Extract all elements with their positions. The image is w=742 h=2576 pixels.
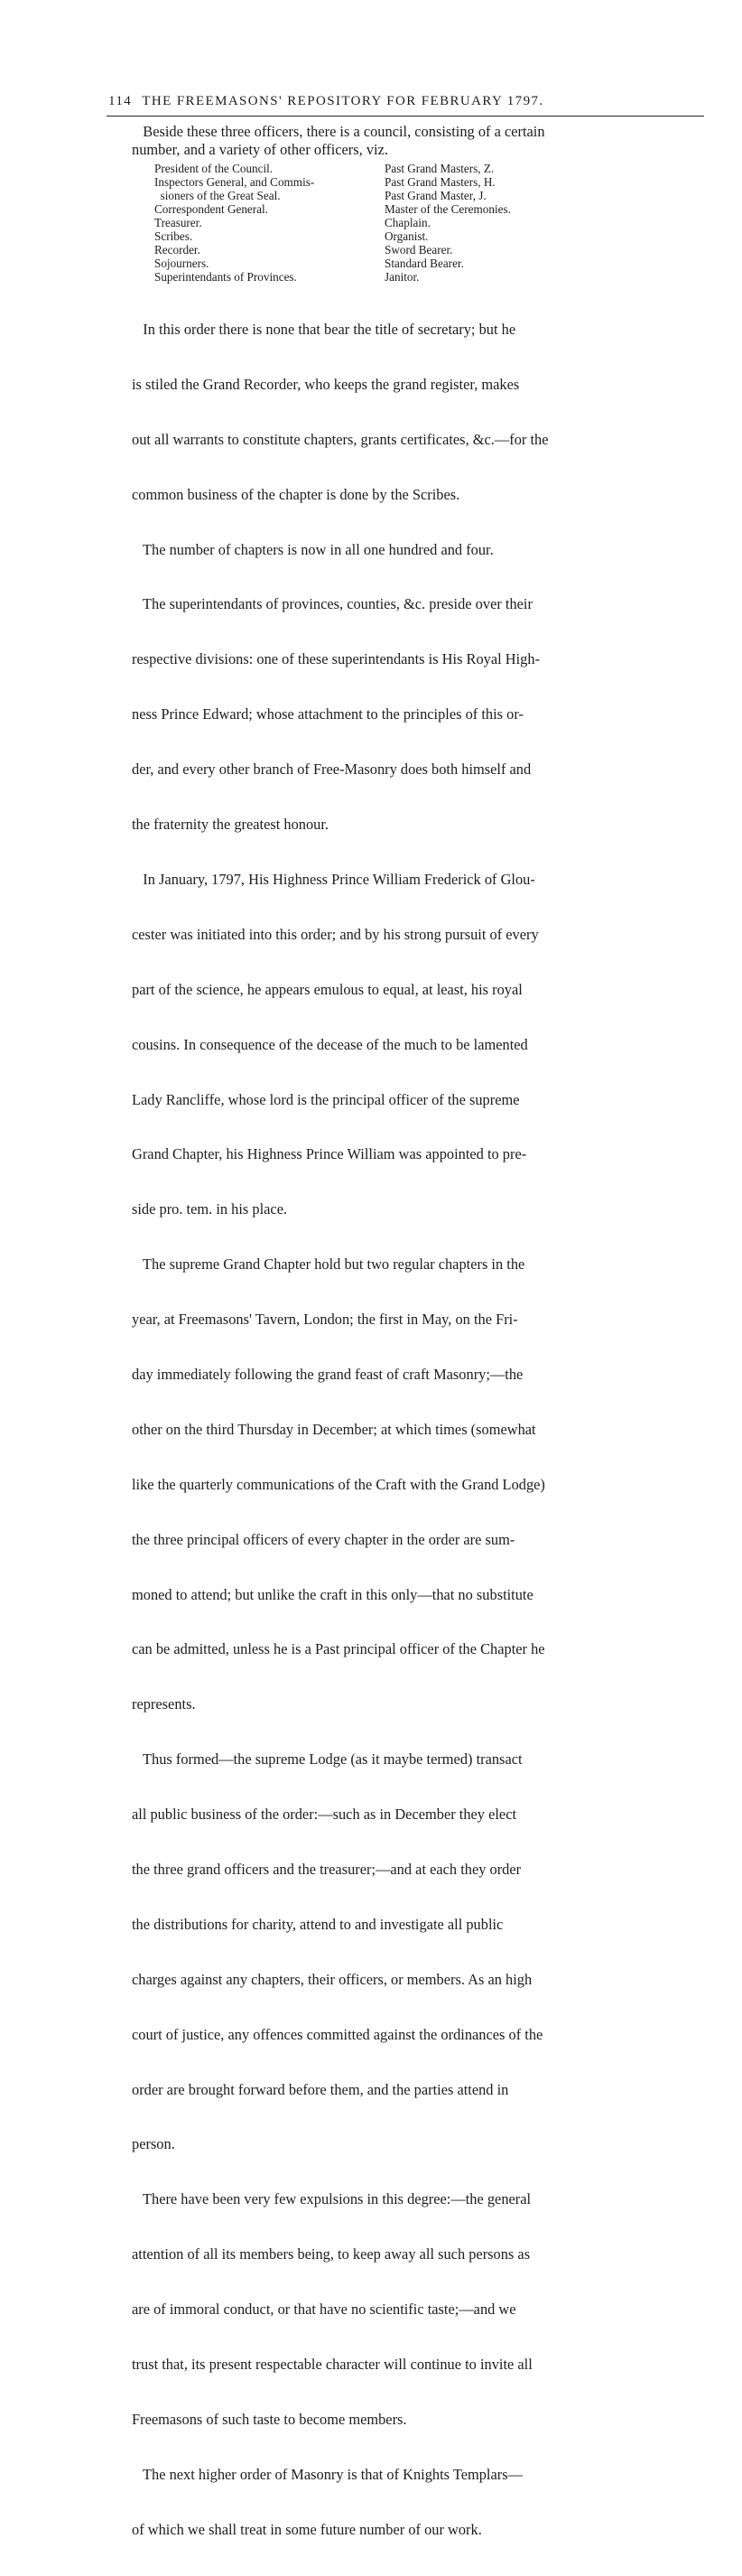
text-line: charges against any chapters, their officers, or members. As an high [132, 1970, 533, 1988]
officer-right: Organist. [385, 229, 429, 244]
body-paragraphs [132, 284, 706, 2575]
officer-right: Past Grand Masters, H. [385, 174, 496, 189]
text-line: The superintendants of provinces, counties, &c. preside over their [132, 595, 533, 613]
text-line: In this order there is none that bear the title of secretary; but he [132, 321, 516, 339]
text-line: The number of chapters is now in all one hundred and four. [132, 540, 494, 558]
page-number: 114 [108, 94, 133, 108]
officer-right: Past Grand Masters, Z. [385, 161, 495, 175]
text-line: The next higher order of Masonry is that of Knights Templars— [132, 2465, 523, 2483]
officers-list [154, 162, 706, 285]
text-line: the three principal officers of every chapter in the order are sum- [132, 1530, 515, 1548]
text-line: Grand Chapter, his Highness Prince William was appointed to pre- [132, 1145, 527, 1163]
text-line: other on the third Thursday in December; at which times (somewhat [132, 1420, 536, 1438]
text-line: Thus formed—the supreme Lodge (as it maybe termed) transact [132, 1750, 523, 1769]
officer-right: Janitor. [385, 270, 420, 285]
officer-right: Standard Bearer. [385, 257, 464, 271]
text-line: order are brought forward before them, and the parties attend in [132, 2080, 509, 2098]
running-title: THE FREEMASONS' REPOSITORY FOR FEBRUARY 1797. [142, 94, 544, 108]
text-line: trust that, its present respectable character will continue to invite all [132, 2355, 533, 2373]
text-line: respective divisions: one of these superintendants is His Royal High- [132, 650, 541, 668]
text-line: Lady Rancliffe, whose lord is the principal officer of the supreme [132, 1090, 520, 1108]
text-line: the three grand officers and the treasurer;—and at each they order [132, 1860, 522, 1878]
officer-right: Chaplain. [385, 215, 431, 229]
text-line: the fraternity the greatest honour. [132, 816, 329, 834]
text-line: cousins. In consequence of the decease of the much to be lamented [132, 1035, 528, 1053]
text-line: out all warrants to constitute chapters, grants certificates, &c.—for the [132, 430, 549, 448]
officer-left: Inspectors General, and Commis- [154, 174, 315, 189]
officer-left: sioners of the Great Seal. [154, 188, 281, 202]
header-rule [107, 116, 704, 117]
text-line: part of the science, he appears emulous to equal, at least, his royal [132, 980, 523, 998]
text-line: moned to attend; but unlike the craft in this only—that no substitute [132, 1585, 533, 1603]
text-line: ness Prince Edward; whose attachment to the principles of this or- [132, 705, 524, 723]
text-line: day immediately following the grand feast of craft Masonry;—the [132, 1365, 524, 1383]
officer-left: Scribes. [154, 229, 193, 244]
officer-right: Past Grand Master, J. [385, 188, 487, 202]
running-header [108, 94, 704, 109]
intro-line: number, and a variety of other officers, viz. [132, 141, 388, 159]
text-line: all public business of the order:—such as in December they elect [132, 1806, 517, 1824]
officer-left: Sojourners. [154, 257, 209, 271]
text-line: like the quarterly communications of the Craft with the Grand Lodge) [132, 1475, 545, 1493]
text-line: year, at Freemasons' Tavern, London; the first in May, on the Fri- [132, 1311, 518, 1329]
text-line: court of justice, any offences committed against the ordinances of the [132, 2025, 543, 2043]
body-text [132, 123, 706, 2576]
officer-right: Master of the Ceremonies. [385, 201, 511, 216]
intro-line: Beside these three officers, there is a council, consisting of a certain [132, 123, 545, 140]
officer-right: Sword Bearer. [385, 243, 453, 257]
officer-left: Treasurer. [154, 215, 202, 229]
text-line: In January, 1797, His Highness Prince William Frederick of Glou- [132, 870, 535, 888]
text-line: Freemasons of such taste to become members. [132, 2410, 407, 2428]
officer-left: Correspondent General. [154, 201, 268, 216]
text-line: side pro. tem. in his place. [132, 1200, 288, 1218]
officer-left: Recorder. [154, 243, 200, 257]
officer-left: Superintendants of Provinces. [154, 270, 297, 285]
text-line: is stiled the Grand Recorder, who keeps the grand register, makes [132, 375, 520, 393]
text-line: the distributions for charity, attend to and investigate all public [132, 1915, 504, 1933]
text-line: can be admitted, unless he is a Past principal officer of the Chapter he [132, 1640, 545, 1658]
text-line: common business of the chapter is done by the Scribes. [132, 485, 460, 503]
text-line: der, and every other branch of Free-Masonry does both himself and [132, 761, 532, 779]
text-line: The supreme Grand Chapter hold but two regular chapters in the [132, 1255, 525, 1274]
text-line: cester was initiated into this order; and by his strong pursuit of every [132, 925, 539, 943]
text-line: represents. [132, 1695, 196, 1713]
text-line: are of immoral conduct, or that have no scientific taste;—and we [132, 2301, 516, 2319]
officer-left: President of the Council. [154, 161, 274, 175]
text-line: attention of all its members being, to keep away all such persons as [132, 2245, 531, 2263]
text-line: of which we shall treat in some future number of our work. [132, 2520, 482, 2538]
text-line: person. [132, 2135, 175, 2153]
text-line: There have been very few expulsions in this degree:—the general [132, 2190, 532, 2208]
